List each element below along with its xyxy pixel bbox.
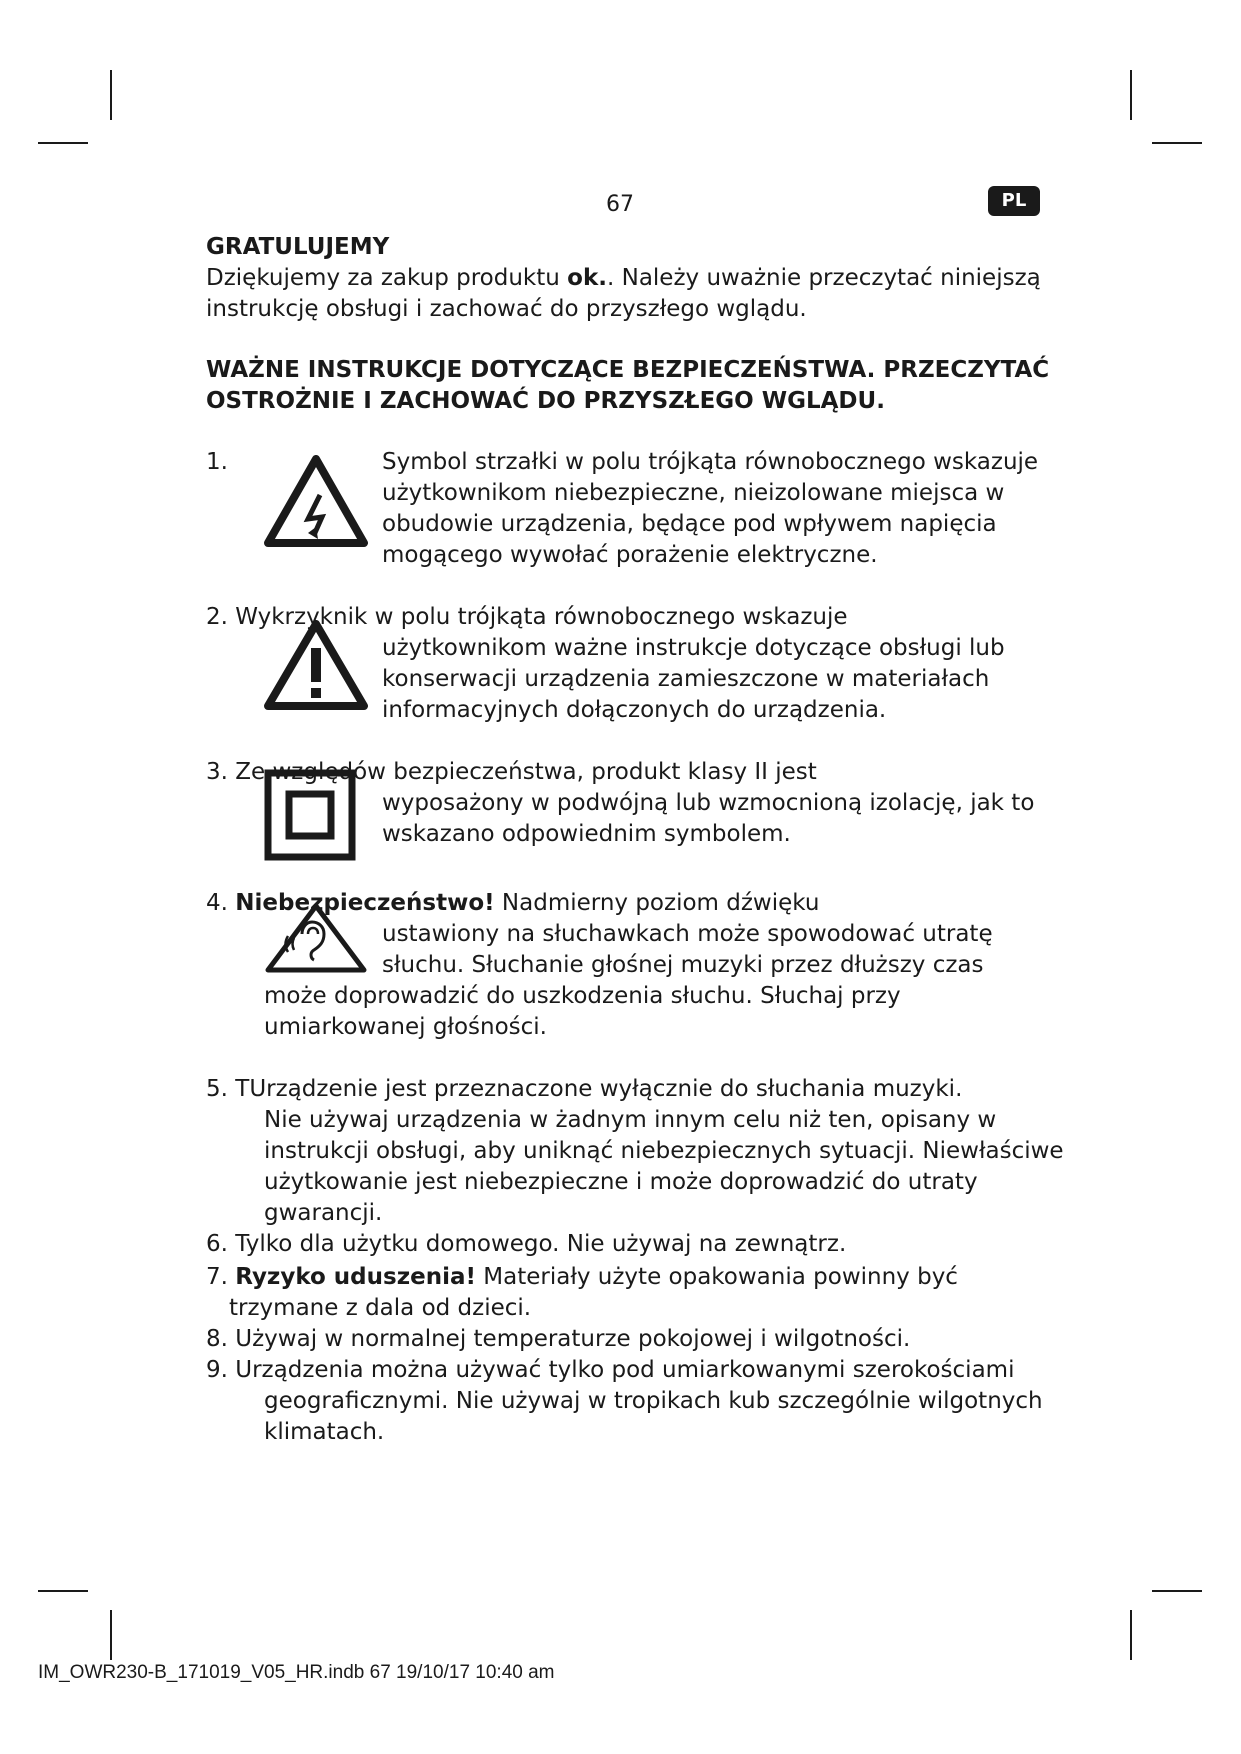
intro-text-end: . Należy uważnie przeczytać niniejszą instrukcję obsługi i zachować do przyszłego wglądu.	[206, 265, 1041, 322]
crop-mark	[110, 1610, 112, 1660]
page-number: 67	[606, 192, 634, 217]
item-number: 1.	[206, 449, 228, 475]
item-number: 2.	[206, 604, 228, 630]
item-text: użytkownikom ważne instrukcje dotyczące obsługi lub konserwacji urządzenia zamieszczone w materiałach informacyjnych dołączonych do urządzenia.	[382, 635, 1005, 723]
safety-item-5	[206, 1074, 1066, 1229]
crop-mark	[1130, 70, 1132, 120]
safety-item-6	[206, 1229, 1066, 1260]
safety-item-9	[206, 1355, 1066, 1448]
item-tail: może doprowadzić do uszkodzenia słuchu. Słuchaj przy umiarkowanej głośności.	[264, 983, 901, 1040]
item-body: Urządzenia można używać tylko pod umiarkowanymi szerokościami geograficznymi. Nie używaj w tropikach kub szczególnie wilgotnych klimatach.	[235, 1357, 1043, 1445]
double-insulation-icon	[264, 769, 356, 861]
exclamation-warning-icon	[264, 620, 368, 710]
item-text: Symbol strzałki w polu trójkąta równobocznego wskazuje użytkownikom niebezpieczne, nieizolowane miejsca w obudowie urządzenia, będące pod wpływem napięcia mogącego wywołać porażenie elektryczne.	[382, 449, 1039, 568]
intro-heading: GRATULUJEMY	[206, 234, 390, 260]
item-number: 9.	[206, 1357, 228, 1383]
safety-item-2	[206, 602, 1066, 726]
item-body: Tylko dla użytku domowego. Nie używaj na zewnątrz.	[235, 1231, 847, 1257]
item-text	[206, 1262, 1066, 1324]
item-number: 4.	[206, 890, 228, 916]
item-number: 8.	[206, 1326, 228, 1352]
item-number: 3.	[206, 759, 228, 785]
item-bold-text: Ryzyko uduszenia!	[235, 1264, 476, 1290]
language-badge: PL	[988, 186, 1040, 216]
safety-item-7	[206, 1262, 1066, 1324]
crop-mark	[38, 142, 88, 144]
crop-mark	[1152, 142, 1202, 144]
safety-heading: WAŻNE INSTRUKCJE DOTYCZĄCE BEZPIECZEŃSTWA. PRZECZYTAĆ OSTROŻNIE I ZACHOWAĆ DO PRZYSZŁEGO WGLĄDU.	[206, 357, 1050, 414]
safety-item-4	[206, 888, 1066, 1043]
item-lead-text: Nadmierny poziom dźwięku	[494, 890, 820, 916]
item-bold-text: Niebezpieczeństwo!	[235, 890, 495, 916]
item-text: Nie używaj urządzenia w żadnym innym celu niż ten, opisany w instrukcji obsługi, aby uniknąć niebezpiecznych sytuacji. Niewłaściwe użytkowanie jest niebezpieczne i może doprowadzić do utraty gwarancji.	[264, 1107, 1064, 1226]
hearing-damage-warning-icon	[264, 902, 368, 974]
item-number: 5.	[206, 1076, 228, 1102]
item-text	[206, 1229, 1066, 1260]
item-lead-text: Wykrzyknik w polu trójkąta równobocznego wskazuje	[235, 604, 848, 630]
print-footer: IM_OWR230-B_171019_V05_HR.indb 67 19/10/17 10:40 am	[38, 1662, 555, 1683]
item-lead-text: TUrządzenie jest przeznaczone wyłącznie do słuchania muzyki.	[235, 1076, 963, 1102]
crop-mark	[38, 1590, 88, 1592]
safety-item-1	[206, 447, 1066, 571]
intro-text-start: Dziękujemy za zakup produktu	[206, 265, 568, 291]
item-number: 7.	[206, 1264, 228, 1290]
crop-mark	[1152, 1590, 1202, 1592]
item-lead	[206, 1074, 1066, 1105]
safety-item-8	[206, 1324, 1066, 1355]
item-lead-text: Ze względów bezpieczeństwa, produkt klasy II jest	[235, 759, 817, 785]
item-body: Używaj w normalnej temperaturze pokojowej i wilgotności.	[235, 1326, 911, 1352]
item-body: Materiały użyte opakowania powinny być trzymane z dala od dzieci.	[229, 1264, 958, 1321]
item-text	[206, 1324, 1066, 1355]
crop-mark	[110, 70, 112, 120]
page-content	[206, 232, 1066, 1448]
item-number: 6.	[206, 1231, 228, 1257]
safety-item-3	[206, 757, 1066, 857]
item-text	[206, 1355, 1066, 1448]
intro-text	[206, 263, 1066, 325]
item-text: ustawiony na słuchawkach może spowodować utratę słuchu. Słuchanie głośnej muzyki przez dłuższy czas	[382, 921, 993, 978]
brand-name: ok.	[567, 265, 607, 291]
electric-shock-warning-icon	[264, 455, 368, 547]
crop-mark	[1130, 1610, 1132, 1660]
item-text: wyposażony w podwójną lub wzmocnioną izolację, jak to wskazano odpowiednim symbolem.	[382, 790, 1035, 847]
